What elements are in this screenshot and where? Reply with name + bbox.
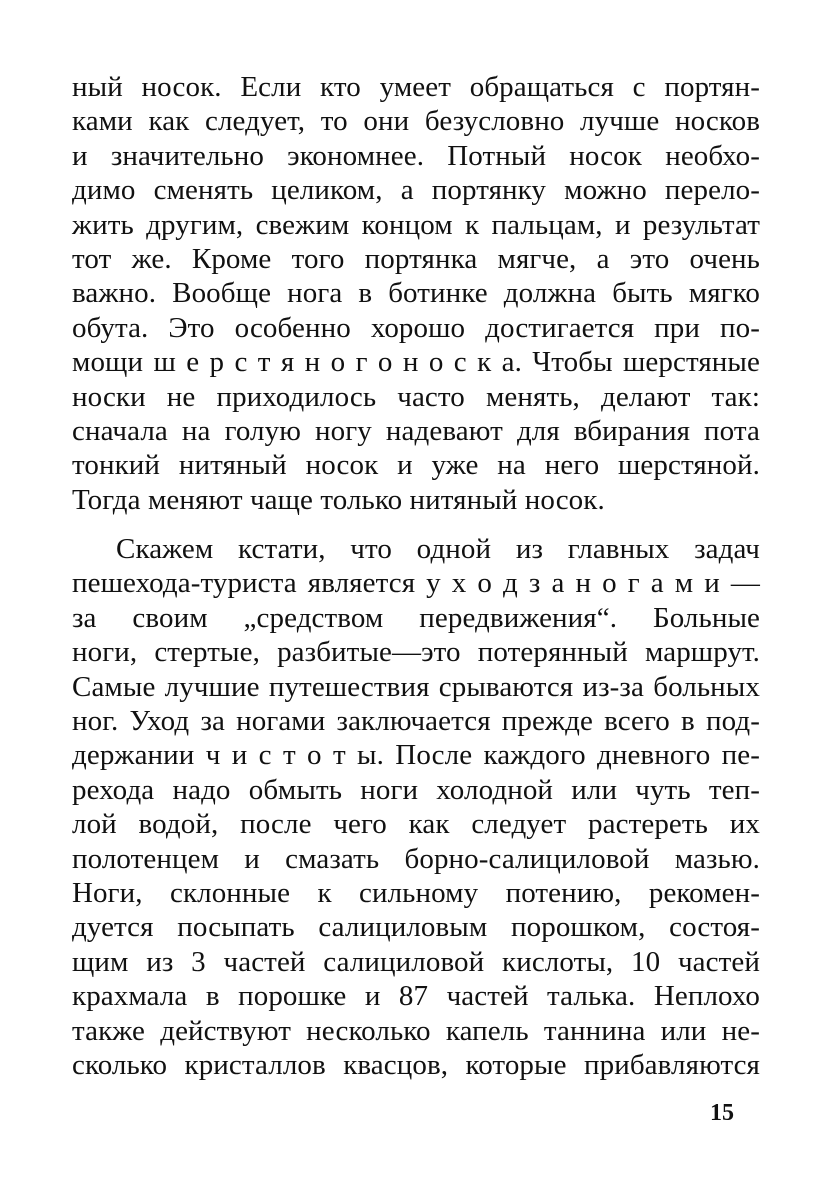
text-line: полотенцем и смазать борно-салициловой мазью.: [72, 842, 760, 875]
text-line: держании ч и с т о т ы. После каждого дневного пе-: [72, 739, 760, 772]
text-line: Скажем кстати, что одной из главных задач: [116, 533, 760, 566]
text-line: Ноги, склонные к сильному потению, рекомен-: [72, 876, 760, 909]
text-line: носки не приходилось часто менять, делают так:: [72, 380, 760, 413]
text-line: ноги, стертые, разбитые—это потерянный маршрут.: [72, 636, 760, 669]
text-line: ный носок. Если кто умеет обращаться с портян-: [72, 71, 760, 103]
text-line: и значительно экономнее. Потный носок необхо-: [72, 139, 760, 172]
body-text: [72, 70, 760, 1082]
text-line: ног. Уход за ногами заключается прежде всего в под-: [72, 705, 760, 738]
paragraph-1: [72, 70, 760, 517]
text-line: тонкий нитяный носок и уже на него шерстяной.: [72, 449, 760, 482]
text-line: димо сменять целиком, а портянку можно перело-: [72, 174, 760, 207]
text-line: щим из 3 частей салициловой кислоты, 10 частей: [72, 945, 760, 978]
text-line: сколько кристаллов квасцов, которые прибавляются: [72, 1048, 760, 1081]
text-line: обута. Это особенно хорошо достигается при по-: [72, 311, 760, 344]
text-line: крахмала в порошке и 87 частей талька. Неплохо: [72, 980, 760, 1013]
text-line: тот же. Кроме того портянка мягче, а это очень: [72, 242, 760, 275]
text-line: Тогда меняют чаще только нитяный носок.: [72, 483, 605, 516]
text-line: дуется посыпать салициловым порошком, состоя-: [72, 911, 760, 944]
text-line: лой водой, после чего как следует растереть их: [72, 808, 760, 841]
text-line: Самые лучшие путешествия срываются из-за больных: [72, 670, 760, 703]
text-line: сначала на голую ногу надевают для вбирания пота: [72, 414, 760, 447]
text-line: рехода надо обмыть ноги холодной или чуть теп-: [72, 773, 760, 806]
paragraph-2: [72, 532, 760, 1082]
page-number: 15: [710, 1100, 734, 1126]
paragraph-spacer: [72, 517, 760, 532]
text-line: ками как следует, то они безусловно лучше носков: [72, 105, 760, 138]
text-line: мощи ш е р с т я н о г о н о с к а. Чтобы шерстяные: [72, 346, 760, 379]
text-line: важно. Вообще нога в ботинке должна быть мягко: [72, 277, 760, 310]
text-line: жить другим, свежим концом к пальцам, и результат: [72, 208, 760, 241]
text-line: за своим „средством передвижения“. Больные: [72, 601, 760, 634]
text-line: пешехода-туриста является у х о д з а н о г а м и —: [72, 567, 760, 600]
text-line: также действуют несколько капель таннина или не-: [72, 1014, 760, 1047]
